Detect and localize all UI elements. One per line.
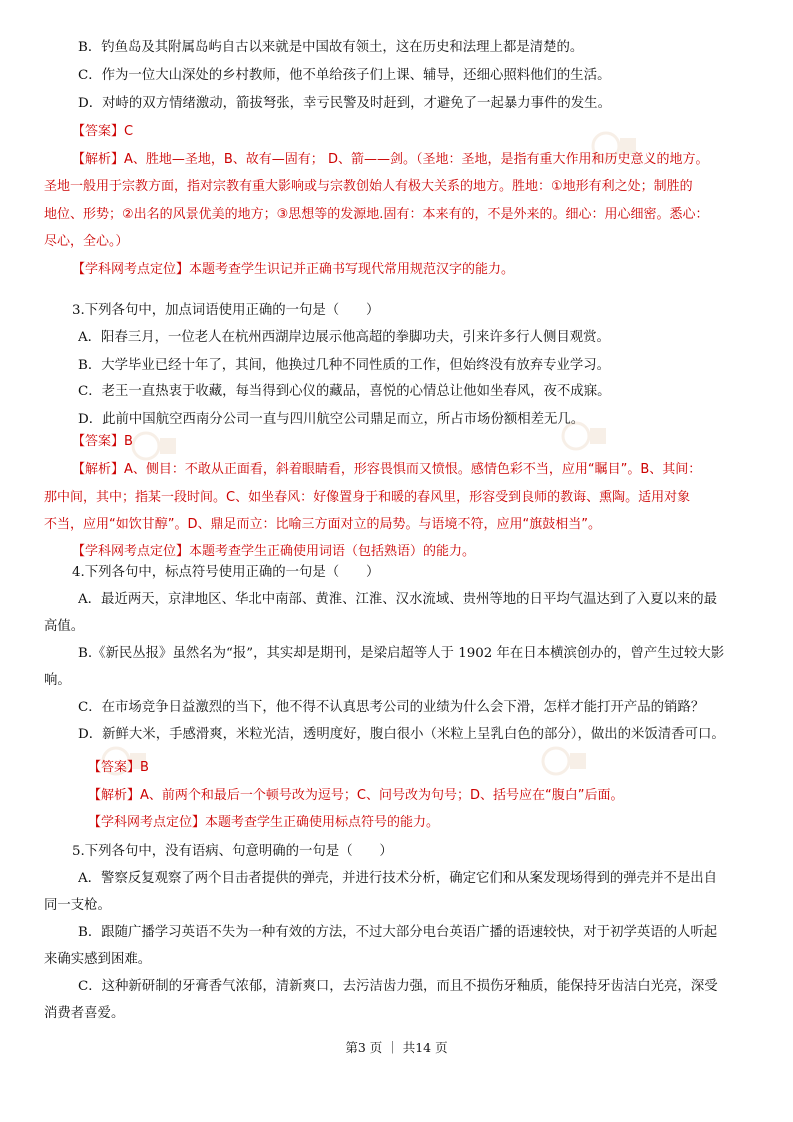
analysis-line: 圣地一般用于宗教方面，指对宗教有重大影响或与宗教创始人有极大关系的地方。胜地：①地形有利之处；制胜的: [44, 179, 693, 194]
question-stem: 3.下列各句中，加点词语使用正确的一句是（ ）: [72, 303, 380, 318]
option-line: D．新鲜大米，手感滑爽，米粒光洁，透明度好，腹白很小（米粒上呈乳白色的部分），做出的米饭清香可口。: [78, 727, 725, 742]
option-line-continued: 高值。: [44, 619, 85, 634]
answer-line: 【答案】B: [72, 434, 133, 449]
analysis-line: 【解析】A、侧目：不敢从正面看，斜着眼睛看，形容畏惧而又愤恨。感情色彩不当，应用“瞩目”。B、其间：: [72, 462, 702, 477]
knowledge-point-line: 【学科网考点定位】本题考查学生正确使用词语（包括熟语）的能力。: [72, 544, 476, 559]
option-line: C．在市场竞争日益激烈的当下，他不得不认真思考公司的业绩为什么会下滑，怎样才能打开产品的销路？: [78, 700, 705, 715]
option-line-continued: 同一支枪。: [44, 898, 111, 913]
option-line: B．跟随广播学习英语不失为一种有效的方法，不过大部分电台英语广播的语速较快，对于初学英语的人听起: [78, 925, 718, 940]
option-line-continued: 来确实感到困难。: [44, 952, 152, 967]
option-line: B.《新民丛报》虽然名为“报”，其实却是期刊，是梁启超等人于 1902 年在日本横滨创办的，曾产生过较大影: [78, 646, 725, 661]
analysis-line: 不当，应用“如饮甘醇”。D、鼎足而立：比喻三方面对立的局势。与语境不符，应用“旗鼓相当”。: [44, 517, 601, 532]
option-line: B．大学毕业已经十年了，其间，他换过几种不同性质的工作，但始终没有放弃专业学习。: [78, 358, 611, 373]
option-line: D．对峙的双方情绪激动，箭拔弩张，幸亏民警及时赶到，才避免了一起暴力事件的发生。: [78, 96, 611, 111]
analysis-line: 【解析】A、前两个和最后一个顿号改为逗号；C、问号改为句号；D、括号应在“腹白”后面。: [88, 788, 624, 803]
option-line: C．作为一位大山深处的乡村教师，他不单给孩子们上课、辅导，还细心照料他们的生活。: [78, 68, 611, 83]
analysis-line: 地位、形势；②出名的风景优美的地方；③思想等的发源地.固有：本来有的，不是外来的。细心：用心细密。悉心：: [44, 207, 709, 222]
option-line-continued: 消费者喜爱。: [44, 1006, 125, 1021]
option-line: B．钓鱼岛及其附属岛屿自古以来就是中国故有领土，这在历史和法理上都是清楚的。: [78, 40, 584, 55]
analysis-line: 尽心，全心。）: [44, 234, 129, 249]
option-line: A．警察反复观察了两个目击者提供的弹壳，并进行技术分析，确定它们和从案发现场得到的弹壳并不是出自: [78, 871, 718, 886]
option-line: C．老王一直热衷于收藏，每当得到心仪的藏品，喜悦的心情总让他如坐春风，夜不成寐。: [78, 384, 611, 399]
question-stem: 4.下列各句中，标点符号使用正确的一句是（ ）: [72, 565, 380, 580]
knowledge-point-line: 【学科网考点定位】本题考查学生识记并正确书写现代常用规范汉字的能力。: [72, 262, 515, 277]
answer-line: 【答案】C: [72, 124, 134, 139]
analysis-line: 【解析】A、胜地—圣地，B、故有—固有； D、箭——剑。（圣地：圣地，是指有重大作用和历史意义的地方。: [72, 152, 709, 167]
option-line: A．最近两天，京津地区、华北中南部、黄淮、江淮、汉水流域、贵州等地的日平均气温达到了入夏以来的最: [78, 592, 718, 607]
page-number-footer: 第3 页 ｜ 共14 页: [345, 1040, 448, 1055]
option-line: D．此前中国航空西南分公司一直与四川航空公司鼎足而立，所占市场份额相差无几。: [78, 412, 585, 427]
analysis-line: 那中间，其中；指某一段时间。C、如坐春风：好像置身于和暖的春风里，形容受到良师的教诲、熏陶。适用对象: [44, 490, 691, 505]
option-line: A．阳春三月，一位老人在杭州西湖岸边展示他高超的拳脚功夫，引来许多行人侧目观赏。: [78, 330, 610, 345]
knowledge-point-line: 【学科网考点定位】本题考查学生正确使用标点符号的能力。: [88, 815, 440, 830]
question-stem: 5.下列各句中，没有语病、句意明确的一句是（ ）: [72, 844, 393, 859]
answer-line: 【答案】B: [88, 760, 149, 775]
option-line-continued: 响。: [44, 673, 71, 688]
option-line: C．这种新研制的牙膏香气浓郁，清新爽口，去污洁齿力强，而且不损伤牙釉质，能保持牙齿洁白光亮，深受: [78, 979, 718, 994]
